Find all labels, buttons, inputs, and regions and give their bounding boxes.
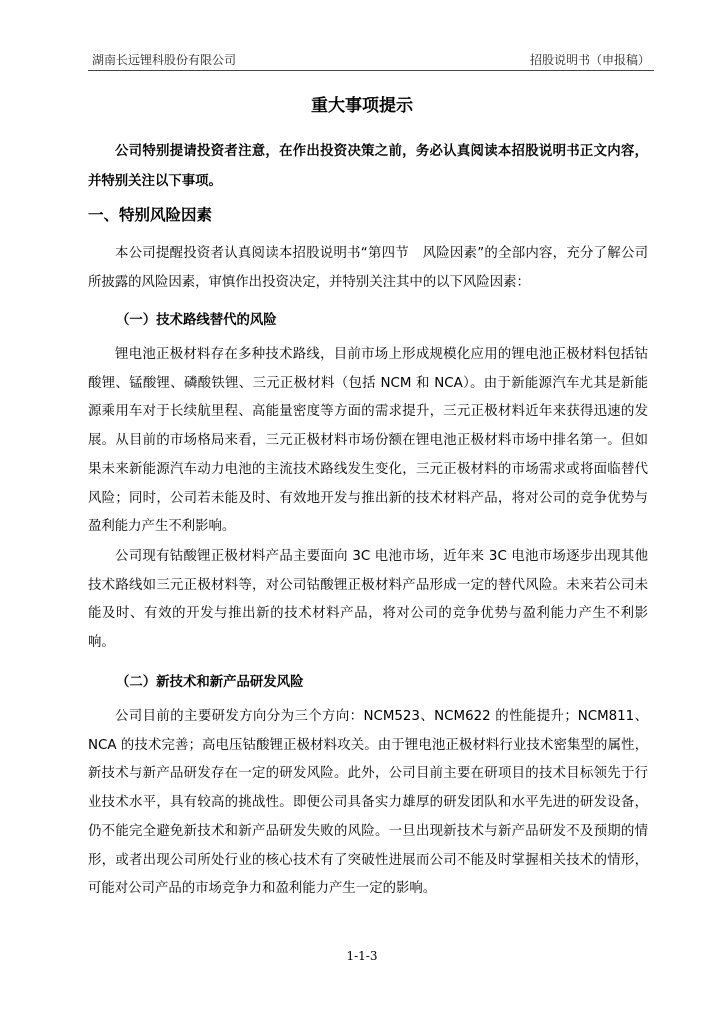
intro-notice: 公司特别提请投资者注意，在作出投资决策之前，务必认真阅读本招股说明书正文内容，并特别关注以下事项。 [88, 144, 648, 189]
subsection-heading-rd-risk: （二）新技术和新产品研发风险 [116, 675, 304, 690]
header-company-name: 湖南长远锂科股份有限公司 [92, 53, 237, 67]
tech-route-paragraph-2: 公司现有钴酸锂正极材料产品主要面向 3C 电池市场，近年来 3C 电池市场逐步出现其他技术路线如三元正极材料等，对公司钴酸锂正极材料产品形成一定的替代风险。未来若公司未能及时、有效的开发与推出新的技术材料产品，将对公司的竞争优势与盈利能力产生不利影响。 [88, 549, 648, 651]
page-title: 重大事项提示 [311, 96, 413, 116]
rd-risk-paragraph: 公司目前的主要研发方向分为三个方向：NCM523、NCM622 的性能提升；NCM811、NCA 的技术完善；高电压钴酸锂正极材料攻关。由于锂电池正极材料行业技术密集型的属性，新技术与新产品研发存在一定的研发风险。此外，公司目前主要在研项目的技术目标领先于行业技术水平，具有较高的挑战性。即便公司具备实力雄厚的研发团队和水平先进的研发设备，仍不能完全避免新技术和新产品研发失败的风险。一旦出现新技术与新产品研发不及预期的情形，或者出现公司所处行业的核心技术有了突破性进展而公司不能及时掌握相关技术的情形，可能对公司产品的市场竞争力和盈利能力产生一定的影响。 [88, 709, 648, 897]
header-document-type: 招股说明书（申报稿） [529, 53, 650, 67]
page-header [88, 52, 654, 71]
subsection-heading-tech-route: （一）技术路线替代的风险 [116, 313, 277, 328]
tech-route-paragraph-1: 锂电池正极材料存在多种技术路线，目前市场上形成规模化应用的锂电池正极材料包括钴酸锂、锰酸锂、磷酸铁锂、三元正极材料（包括 NCM 和 NCA）。由于新能源汽车尤其是新能源乘用车对于长续航里程、高能量密度等方面的需求提升，三元正极材料近年来获得迅速的发展。从目前的市场格局来看，三元正极材料市场份额在锂电池正极材料市场中排名第一。但如果未来新能源汽车动力电池的主流技术路线发生变化，三元正极材料的市场需求或将面临替代风险；同时，公司若未能及时、有效地开发与推出新的技术材料产品，将对公司的竞争优势与盈利能力产生不利影响。 [88, 347, 648, 535]
page-number: 1-1-3 [346, 949, 378, 963]
section-heading-special-risks: 一、特别风险因素 [88, 206, 213, 224]
section-intro-paragraph: 本公司提醒投资者认真阅读本招股说明书“第四节 风险因素”的全部内容，充分了解公司所披露的风险因素，审慎作出投资决定，并特别关注其中的以下风险因素： [88, 246, 648, 290]
